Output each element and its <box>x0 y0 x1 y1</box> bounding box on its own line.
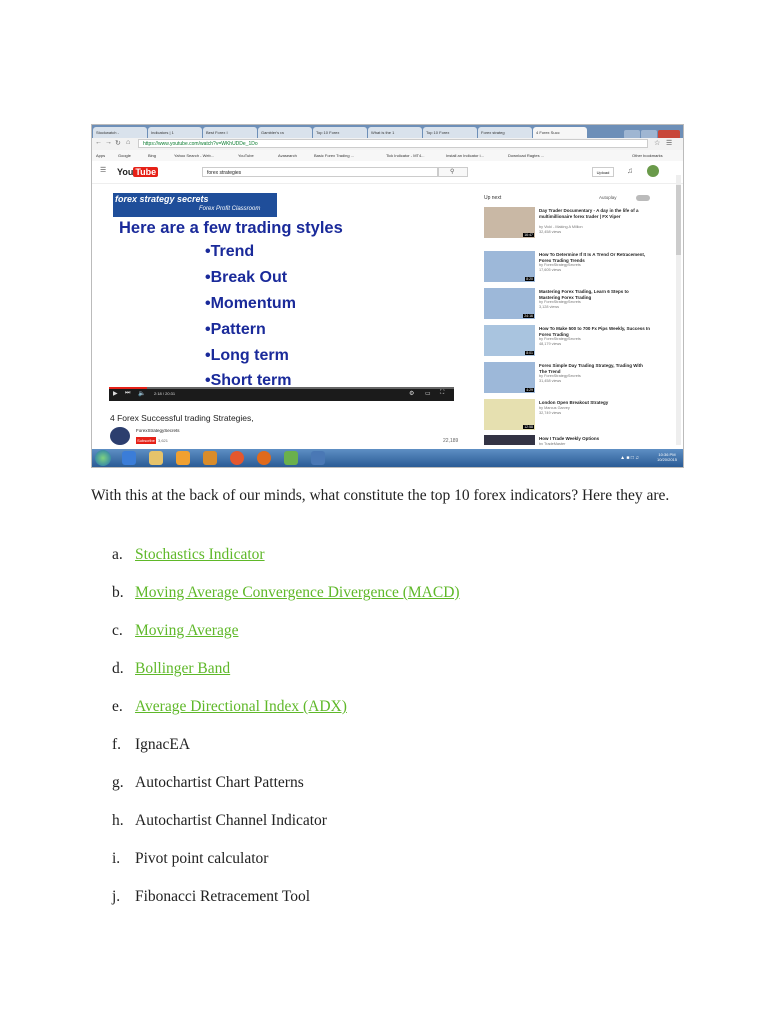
browser-tab-active[interactable]: 4 Forex Succ <box>533 127 587 138</box>
browser-tab[interactable]: Best Forex I <box>203 127 257 138</box>
related-video[interactable]: How I Trade Weekly Options by TradeMaster <box>484 435 674 445</box>
list-item: b. Moving Average Convergence Divergence (MACD) <box>112 584 460 601</box>
firefox-icon[interactable] <box>257 451 271 465</box>
bookmark[interactable]: Basic Forex Trading ... <box>314 153 355 158</box>
time-readout: 2:18 / 20:31 <box>154 391 176 396</box>
video-thumbnail[interactable]: 24:16 <box>484 288 535 319</box>
bookmark[interactable]: YouTube <box>238 153 254 158</box>
forward-icon[interactable]: → <box>105 139 112 146</box>
search-button[interactable] <box>438 167 468 177</box>
slide-bullet: •Pattern <box>205 321 266 338</box>
autoplay-toggle[interactable] <box>636 195 650 201</box>
video-title: 4 Forex Successful trading Strategies, <box>110 413 254 423</box>
window-controls <box>623 126 681 136</box>
slide-bullet: •Short term <box>205 372 292 389</box>
bookmark[interactable]: Bing <box>148 153 157 158</box>
video-thumbnail[interactable] <box>484 435 535 445</box>
bookmark[interactable]: Avasearch <box>278 153 297 158</box>
bookmark[interactable]: Other bookmarks <box>632 153 663 158</box>
subscribe-button[interactable]: Subscribe <box>137 438 155 443</box>
search-input[interactable]: forex strategies <box>202 167 438 177</box>
video-thumbnail[interactable]: 12:58 <box>484 399 535 430</box>
upload-button[interactable]: Upload <box>592 167 614 177</box>
media-player-icon[interactable] <box>176 451 190 465</box>
search-icon: ⚲ <box>450 169 455 175</box>
bookmark[interactable]: Apps <box>96 153 106 158</box>
browser-tab-bar <box>92 125 683 138</box>
bookmark[interactable]: Download Ragtes ... <box>508 153 545 158</box>
start-button[interactable] <box>95 450 111 466</box>
indicator-link[interactable]: Moving Average <box>135 622 239 639</box>
indicator-name: Autochartist Channel Indicator <box>135 812 327 829</box>
bookmark[interactable]: Install an Indicator i... <box>446 153 484 158</box>
video-thumbnail[interactable]: 8:01 <box>484 325 535 356</box>
utorrent-icon[interactable] <box>284 451 298 465</box>
app-icon[interactable] <box>203 451 217 465</box>
list-item: a. Stochastics Indicator <box>112 546 265 563</box>
bookmark[interactable]: Tick Indicator - MT4... <box>386 153 425 158</box>
video-player[interactable] <box>109 185 454 401</box>
list-item: e. Average Directional Index (ADX) <box>112 698 347 715</box>
related-video[interactable]: 4:29 Forex Simple Day Trading Strategy, Trading With The Trend by ForexStrategySecrets 31,458 views <box>484 362 674 395</box>
view-count: 22,189 <box>443 438 459 444</box>
list-item: c. Moving Average <box>112 622 239 639</box>
list-item: g. Autochartist Chart Patterns <box>112 774 304 791</box>
browser-tab[interactable]: Stockwatch - <box>93 127 147 138</box>
indicator-link[interactable]: Stochastics Indicator <box>135 546 265 563</box>
indicator-name: IgnacEA <box>135 736 191 753</box>
bell-icon[interactable]: ♫ <box>627 166 633 175</box>
slide-bullet: •Long term <box>205 347 289 364</box>
list-item: h. Autochartist Channel Indicator <box>112 812 327 829</box>
theater-icon[interactable]: ▭ <box>425 391 431 397</box>
indicator-name: Pivot point calculator <box>135 850 269 867</box>
play-icon[interactable]: ▶ <box>113 391 118 397</box>
browser-tab[interactable]: Top 10 Forex <box>313 127 367 138</box>
app-icon[interactable] <box>311 451 325 465</box>
volume-icon[interactable]: 🔈 <box>138 391 146 397</box>
related-sidebar <box>484 185 674 445</box>
slide-bullet: •Trend <box>205 243 255 260</box>
list-item: f. IgnacEA <box>112 736 191 753</box>
bookmark[interactable]: Yahoo Search - Web... <box>174 153 215 158</box>
autoplay-label: Autoplay <box>599 195 617 200</box>
url-field[interactable]: https://www.youtube.com/watch?v=WKhUDDe_1Do <box>138 139 648 148</box>
home-icon[interactable]: ⌂ <box>126 139 131 146</box>
scrollbar[interactable] <box>676 175 681 445</box>
bookmark[interactable]: Google <box>118 153 131 158</box>
menu-icon[interactable]: ☰ <box>666 140 673 147</box>
embedded-screenshot <box>91 124 684 468</box>
indicator-link[interactable]: Average Directional Index (ADX) <box>135 698 347 715</box>
system-tray-icons[interactable]: ▲ ■ □ ♫ <box>620 455 639 461</box>
chrome-icon[interactable] <box>230 451 244 465</box>
up-next-label: Up next <box>484 195 502 201</box>
related-video[interactable]: 16:47 Day Trader Documentary - A day in the life of a multimillionaire forex trader | FX Viper by Vicki - Making A Million 32,458 views <box>484 207 674 240</box>
indicator-name: Fibonacci Retracement Tool <box>135 888 311 905</box>
video-thumbnail[interactable]: 4:29 <box>484 362 535 393</box>
related-video[interactable]: 8:20 How To Determine If It Is A Trend Or Retracement, Forex Trading Trends by ForexStrategySecrets 17,605 views <box>484 251 674 284</box>
related-video[interactable]: 24:16 Mastering Forex Trading, Learn 6 Steps to Mastering Forex Trading by ForexStrategySecrets 3,128 views <box>484 288 674 321</box>
related-video[interactable]: 8:01 How To Make 500 to 700 Fx Pips Weekly, Success In Forex Trading by ForexStrategySecrets 48,179 views <box>484 325 674 358</box>
browser-tab[interactable]: Gambler's ra <box>258 127 312 138</box>
windows-taskbar <box>92 449 683 467</box>
fullscreen-icon[interactable]: ⛶ <box>440 390 445 396</box>
related-video[interactable]: 12:58 London Open Breakout Strategy by Marcus Garvey 32,749 views <box>484 399 674 432</box>
channel-avatar[interactable] <box>110 427 130 445</box>
list-item: i. Pivot point calculator <box>112 850 269 867</box>
ie-icon[interactable] <box>122 451 136 465</box>
youtube-header <box>92 161 683 184</box>
brand-banner: forex strategy secrets Forex Profit Classroom <box>113 193 277 217</box>
list-item: d. Bollinger Band <box>112 660 231 677</box>
indicator-name: Autochartist Chart Patterns <box>135 774 304 791</box>
star-icon[interactable]: ☆ <box>654 140 661 147</box>
scroll-thumb[interactable] <box>676 185 681 255</box>
slide-bullet: •Momentum <box>205 295 296 312</box>
subscriber-count: 3,621 <box>158 438 169 443</box>
browser-tab[interactable]: Indicators | 1 <box>148 127 202 138</box>
indicator-link[interactable]: Moving Average Convergence Divergence (MACD) <box>135 584 460 601</box>
avatar[interactable] <box>647 165 659 177</box>
browser-tab[interactable]: Forex strateg <box>478 127 532 138</box>
menu-icon[interactable]: ☰ <box>100 167 107 174</box>
reload-icon[interactable]: ↻ <box>115 140 121 147</box>
video-thumbnail[interactable]: 8:20 <box>484 251 535 282</box>
browser-tab[interactable]: What is the 1 <box>368 127 422 138</box>
folder-icon[interactable] <box>149 451 163 465</box>
list-item: j. Fibonacci Retracement Tool <box>112 888 311 905</box>
intro-paragraph: With this at the back of our minds, what constitute the top 10 forex indicators? Here they are. <box>91 487 670 504</box>
channel-name[interactable]: ForexStrategySecrets <box>136 428 180 433</box>
indicator-link[interactable]: Bollinger Band <box>135 660 231 677</box>
progress-fill <box>109 387 147 389</box>
youtube-logo[interactable]: You Tube <box>117 167 157 177</box>
back-icon[interactable]: ← <box>95 139 102 146</box>
next-icon[interactable]: ⏭ <box>125 390 131 396</box>
slide-heading: Here are a few trading styles <box>119 219 343 237</box>
browser-tab[interactable]: Top 10 Forex <box>423 127 477 138</box>
video-thumbnail[interactable]: 16:47 <box>484 207 535 238</box>
taskbar-clock[interactable]: 10:36 PM 10/20/2015 <box>656 452 677 462</box>
settings-icon[interactable]: ⚙ <box>409 391 415 397</box>
slide-bullet: •Break Out <box>205 269 288 286</box>
